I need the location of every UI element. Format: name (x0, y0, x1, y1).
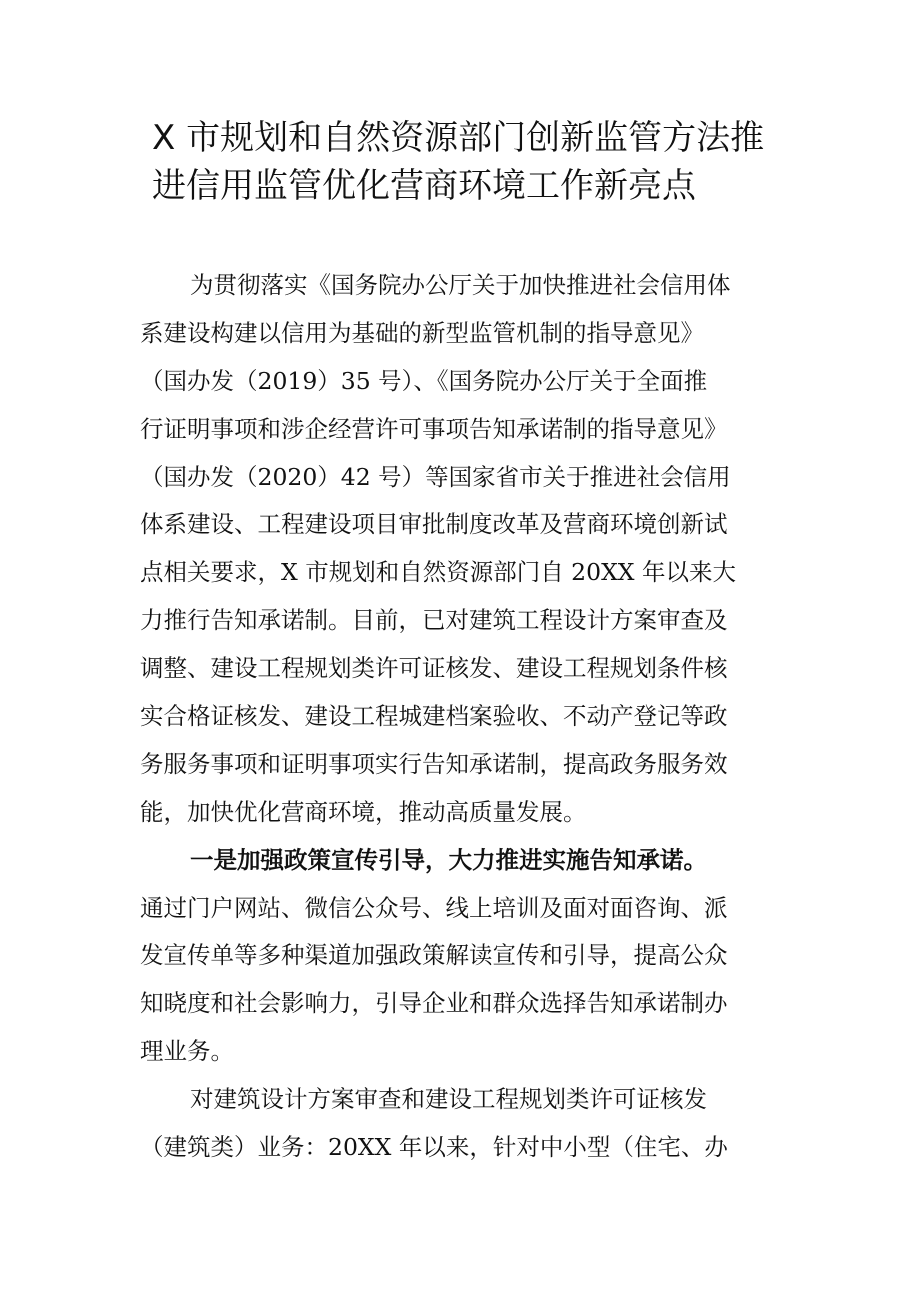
paragraph-3-line: （建筑类）业务：20XX 年以来，针对中小型（住宅、办 (140, 1133, 728, 1162)
paragraph-1-line: 点相关要求，X 市规划和自然资源部门自 20XX 年以来大 (140, 558, 737, 587)
paragraph-1 (140, 262, 790, 837)
document-title (152, 114, 792, 210)
document-body (140, 262, 790, 1172)
paragraph-1-line: 能，加快优化营商环境，推动高质量发展。 (140, 797, 587, 826)
paragraph-1-line: 体系建设、工程建设项目审批制度改革及营商环境创新试 (140, 510, 728, 539)
paragraph-1-line: 调整、建设工程规划类许可证核发、建设工程规划条件核 (140, 654, 728, 683)
paragraph-2-line: 理业务。 (140, 1037, 234, 1066)
paragraph-2-line: 通过门户网站、微信公众号、线上培训及面对面咨询、派 (140, 893, 728, 922)
title-line-2: 进信用监管优化营商环境工作新亮点 (152, 166, 696, 206)
title-line-1: X 市规划和自然资源部门创新监管方法推 (152, 118, 765, 158)
paragraph-1-line: （国办发（2019）35 号）、《国务院办公厅关于全面推 (140, 366, 708, 395)
paragraph-1-line: 实合格证核发、建设工程城建档案验收、不动产登记等政 (140, 702, 728, 731)
paragraph-1-line: 为贯彻落实《国务院办公厅关于加快推进社会信用体 (190, 271, 731, 299)
paragraph-2 (140, 837, 790, 1076)
paragraph-2-line: 发宣传单等多种渠道加强政策解读宣传和引导，提高公众 (140, 941, 728, 970)
paragraph-1-line: 务服务事项和证明事项实行告知承诺制，提高政务服务效 (140, 749, 728, 778)
paragraph-2-heading: 一是加强政策宣传引导，大力推进实施告知承诺。 (190, 845, 707, 874)
paragraph-3-line: 对建筑设计方案审查和建设工程规划类许可证核发 (190, 1085, 707, 1114)
paragraph-1-line: （国办发（2020）42 号）等国家省市关于推进社会信用 (140, 462, 731, 491)
paragraph-1-line: 力推行告知承诺制。目前，已对建筑工程设计方案审查及 (140, 606, 728, 635)
paragraph-1-line: 行证明事项和涉企经营许可事项告知承诺制的指导意见》 (140, 414, 728, 443)
paragraph-1-line: 系建设构建以信用为基础的新型监管机制的指导意见》 (140, 318, 704, 347)
paragraph-3 (140, 1076, 790, 1172)
paragraph-2-line: 知晓度和社会影响力，引导企业和群众选择告知承诺制办 (140, 989, 728, 1018)
